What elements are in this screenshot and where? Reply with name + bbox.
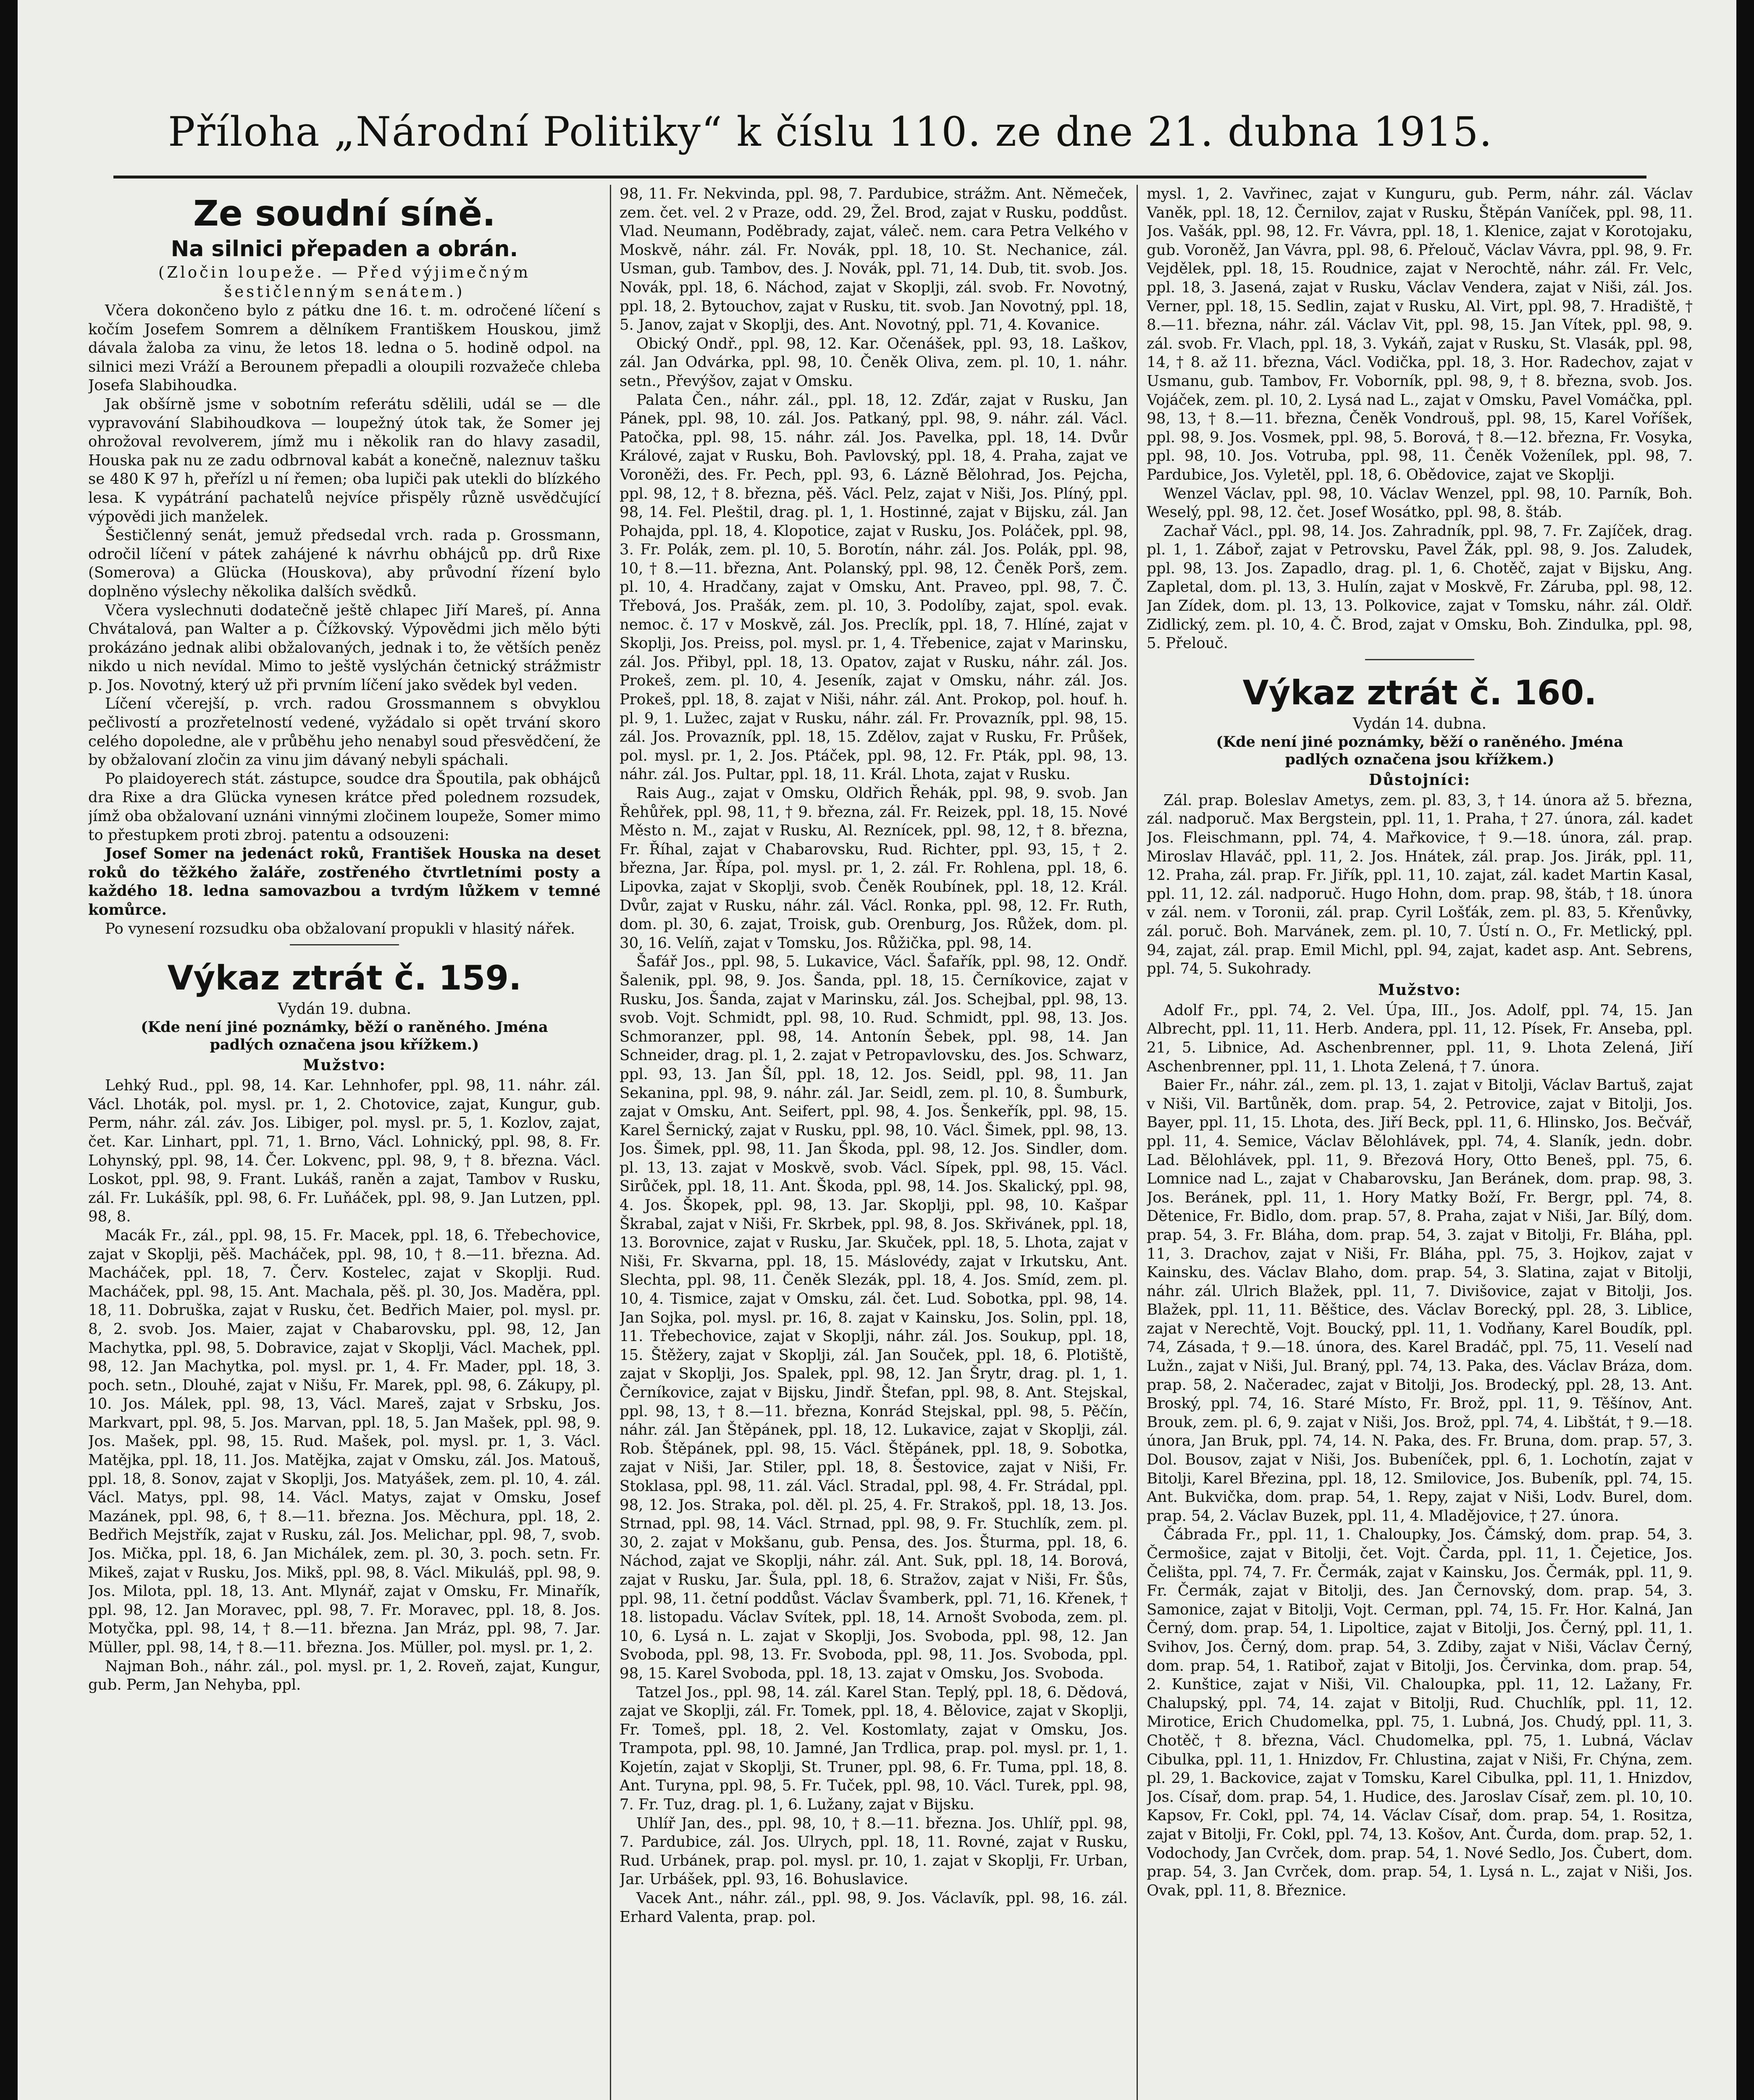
casualty-list-issued: Vydán 14. dubna. xyxy=(1352,715,1487,732)
casualty-entries: Obický Ondř., ppl. 98, 12. Kar. Očenášek, ppl. 93, 18. Laškov, zál. Jan Odvárka, ppl. 98, 10. Čeněk Oliva, zem. pl. 10, 1. náhr. setn., Převýšov, zajat v Omsku. xyxy=(620,335,1128,390)
article-paragraph: Včera dokončeno bylo z pátku dne 16. t. m. odročené líčení s kočím Josefem Somrem a dělníkem Františkem Houskou, jimž dávala žaloba za vinu, že letos 18. ledna o 5. hodině odpol. na silnici mezi Vráží a Berounem přepadli a oloupili rozvažeče chleba Josefa Slabihoudka. xyxy=(88,302,601,394)
casualty-entries: Palata Čen., náhr. zál., ppl. 18, 12. Zďár, zajat v Rusku, Jan Pánek, ppl. 98, 10. zál. Jos. Patkaný, ppl. 98, 9. náhr. zál. Václ. Patočka, ppl. 98, 15. náhr. zál. Jos. Pavelka, ppl. 18, 14. Dvůr Králové, zajat v Rusku, Boh. Pavlovský, ppl. 18, 4. Praha, zajat ve Voroněži, des. Fr. Pech, ppl. 93, 6. Lázně Bělohrad, Jos. Pejcha, ppl. 98, 12, † 8. března, pěš. Václ. Pelz, zajat v Niši, Jos. Plíný, ppl. 98, 14. Fel. Pleštil, drag. pl. 1, 1. Hostinné, zajat v Bijsku, zál. Jan Pohajda, ppl. 18, 4. Klopotice, zajat v Rusku, Jos. Poláček, ppl. 98, 3. Fr. Polák, zem. pl. 10, 5. Borotín, náhr. zál. Jos. Polák, ppl. 98, 10, † 8.—11. března, Ant. Polanský, ppl. 98, 12. Čeněk Porš, zem. pl. 10, 4. Hradčany, zajat v Omsku, Ant. Praveo, ppl. 98, 7. Č. Třebová, Jos. Prašák, zem. pl. 10, 3. Podolíby, zajat, spol. evak. nemoc. č. 17 v Moskvě, zál. Jos. Preclík, ppl. 18, 7. Hlíné, zajat v Skoplji, Jos. Preiss, pol. mysl. pr. 1, 4. Třebenice, zajat v Marinsku, zál. Jos. Přibyl, ppl. 18, 13. Opatov, zajat v Rusku, náhr. zál. Jos. Prokeš, zem. pl. 10, 4. Jeseník, zajat v Omsku, náhr. zál. Jos. Prokeš, ppl. 18, 8. zajat v Niši, náhr. zál. Ant. Prokop, pol. houf. h. pl. 9, 1. Lužec, zajat v Rusku, náhr. zál. Fr. Provazník, ppl. 98, 15. zál. Jos. Provazník, ppl. 18, 15. Zdělov, zajat v Rusku, Fr. Průšek, pol. mysl. pr. 1, 2. Jos. Ptáček, ppl. 98, 12. Fr. Pták, ppl. 98, 13. náhr. zál. Jos. Pultar, ppl. 18, 11. Král. Lhota, zajat v Rusku. xyxy=(620,391,1128,783)
article-separator xyxy=(290,944,399,945)
scan-border-left xyxy=(0,0,18,2100)
article-title: Na silnici přepaden a obrán. xyxy=(171,236,518,262)
verdict-paragraph: Josef Somer na jedenáct roků, František Houska na deset roků do těžkého žaláře, zostřeného čtvrtletními posty a každého 18. ledna samovazbou a tvrdým lůžkem v temné komůrce. xyxy=(88,845,601,919)
section-title: Ze soudní síně. xyxy=(193,193,496,234)
casualty-list-note-line-1: (Kde není jiné poznámky, běží o raněného. Jména xyxy=(141,1018,548,1036)
article-paragraph: Líčení včerejší, p. vrch. radou Grossmannem s obvyklou pečlivostí a prozřetelností vedené, vyžádalo si opět trvání skoro celého dopoledne, ale v průběhu jeho nenabyl soud přesvědčení, že by obžalovaní zločin za vinu jim dávaný nebyli spáchali. xyxy=(88,695,601,769)
column-3 xyxy=(1147,185,1693,2100)
casualty-entries: Tatzel Jos., ppl. 98, 14. zál. Karel Stan. Teplý, ppl. 18, 6. Dědová, zajat ve Skoplji, zál. Fr. Tomek, ppl. 18, 4. Bělovice, zajat v Skoplji, Fr. Tomeš, ppl. 18, 2. Vel. Kostomlaty, zajat v Omsku, Jos. Trampota, ppl. 98, 10. Jamné, Jan Trdlica, prap. pol. mysl. pr. 1, 1. Kojetín, zajat v Skoplji, St. Truner, ppl. 98, 6. Fr. Tuma, ppl. 18, 8. Ant. Turyna, ppl. 98, 5. Fr. Tuček, ppl. 98, 10. Václ. Turek, ppl. 98, 7. Fr. Tuz, drag. pl. 1, 6. Lužany, zajat v Bijsku. xyxy=(620,1683,1128,1814)
casualty-entries: Adolf Fr., ppl. 74, 2. Vel. Úpa, III., Jos. Adolf, ppl. 74, 15. Jan Albrecht, ppl. 11, 11. Herb. Andera, ppl. 11, 12. Písek, Fr. Anseba, ppl. 21, 5. Libnice, Ad. Aschenbrenner, ppl. 11, 9. Lhota Zelená, Jiří Aschenbrenner, ppl. 11, 1. Lhota Zelená, † 7. února. xyxy=(1147,1001,1693,1075)
casualty-entries: Wenzel Václav, ppl. 98, 10. Václav Wenzel, ppl. 98, 10. Parník, Boh. Weselý, ppl. 98, 12. čet. Josef Wosátko, ppl. 98, 8. štáb. xyxy=(1147,485,1693,521)
casualty-entries: Lehký Rud., ppl. 98, 14. Kar. Lehnhofer, ppl. 98, 11. náhr. zál. Václ. Lhoták, pol. mysl. pr. 1, 2. Chotovice, zajat, Kungur, gub. Perm, náhr. zál. záv. Jos. Libiger, pol. mysl. pr. 5, 1. Kozlov, zajat, čet. Kar. Linhart, ppl. 71, 1. Brno, Václ. Lohnický, ppl. 98, 8. Fr. Lohynský, ppl. 98, 14. Čer. Lokvenc, ppl. 98, 9, † 8. března. Václ. Loskot, ppl. 98, 9. Frant. Lukáš, raněn a zajat, Tambov v Rusku, zál. Fr. Lukášík, ppl. 98, 6. Fr. Luňáček, ppl. 98, 9. Jan Lutzen, ppl. 98, 8. xyxy=(88,1077,601,1226)
casualty-entries: Uhlíř Jan, des., ppl. 98, 10, † 8.—11. března. Jos. Uhlíř, ppl. 98, 7. Pardubice, zál. Jos. Ulrych, ppl. 18, 11. Rovné, zajat v Rusku, Rud. Urbánek, prap. pol. mysl. pr. 10, 1. zajat v Skoplji, Fr. Urban, Jar. Urbášek, ppl. 93, 16. Bohuslavice. xyxy=(620,1814,1128,1888)
scan-border-right xyxy=(1736,0,1754,2100)
article-paragraph: Jak obšírně jsme v sobotním referátu sdělili, udál se — dle vypravování Slabihoudkova — loupežný útok tak, že Somer jej ohrožoval revolverem, jímž mu i několik ran do hlavy zasadil, Houska pak nu ze zadu odbrnoval kabát a konečně, naleznuv tašku se 480 K 97 h, přeřízl u ní řemen; oba lupiči pak utekli do blízkého lesa. K vypátrání pachatelů nejvíce přispěly různě usvědčující výpovědi jich manželek. xyxy=(88,395,601,525)
masthead-rule xyxy=(113,176,1646,178)
casualty-list-issued: Vydán 19. dubna. xyxy=(277,1000,412,1018)
casualty-entries: Zachař Václ., ppl. 98, 14. Jos. Zahradník, ppl. 98, 7. Fr. Zajíček, drag. pl. 1, 1. Záboř, zajat v Petrovsku, Pavel Žák, ppl. 98, 9. Jos. Zaludek, ppl. 98, 13. Jos. Zapadlo, drag. pl. 1, 6. Chotěč, zajat v Bijsku, Ang. Zapletal, dom. pl. 13, 3. Hulín, zajat v Moskvě, Fr. Zárubа, ppl. 98, 12. Jan Zídek, dom. pl. 13, 13. Polkovice, zajat v Tomsku, náhr. zál. Oldř. Zidlický, zem. pl. 10, 4. Č. Brod, zajat v Omsku, Boh. Zindulka, ppl. 98, 5. Přelouč. xyxy=(1147,522,1693,652)
article-paragraph: Včera vyslechnuti dodatečně ještě chlapec Jiří Mareš, pí. Anna Chvátalová, pan Walter a p. Čížkovský. Výpovědmi jich mělo býti prokázáno jednak alibi obžalovaných, jednak i to, že větších peněz nikdo u nich nevídal. Mimo to ještě vyslýchán četnický strážmistr p. Jos. Novotný, který už při prvním líčení jako svědek byl veden. xyxy=(88,601,601,694)
column-1 xyxy=(88,185,601,2100)
category-heading: Mužstvo: xyxy=(303,1056,386,1074)
casualty-entries: Macák Fr., zál., ppl. 98, 15. Fr. Macek, ppl. 18, 6. Třebechovice, zajat v Skoplji, pěš. Macháček, ppl. 98, 10, † 8.—11. března. Ad. Macháček, ppl. 18, 7. Červ. Kostelec, zajat v Skoplji. Rud. Macháček, ppl. 98, 15. Ant. Machala, pěš. pl. 30, Jos. Maděra, ppl. 18, 11. Dobruška, zajat v Rusku, čet. Bedřich Maier, pol. mysl. pr. 8, 2. svob. Jos. Maier, zajat v Chabarovsku, ppl. 98, 12, Jan Machytka, ppl. 98, 5. Dobravice, zajat v Skoplji, Václ. Machek, ppl. 98, 12. Jan Machytka, pol. mysl. pr. 1, 4. Fr. Mader, ppl. 18, 3. poch. setn., Dlouhé, zajat v Nišu, Fr. Marek, ppl. 98, 6. Zákupy, pl. 10. Jos. Málek, ppl. 98, 13, Václ. Mareš, zajat v Srbsku, Jos. Markvart, ppl. 98, 5. Jos. Marvan, ppl. 18, 5. Jan Mašek, ppl. 98, 9. Jos. Mašek, ppl. 98, 15. Rud. Mašek, pol. mysl. pr. 1, 3. Václ. Matějka, ppl. 18, 11. Jos. Matějka, zajat v Omsku, zál. Jos. Matouš, ppl. 18, 8. Sonov, zajat v Skoplji, Jos. Matyášek, zem. pl. 10, 4. zál. Václ. Matys, ppl. 98, 14. Václ. Matys, zajat v Omsku, Josef Mazánek, ppl. 98, 6, † 8.—11. března. Jos. Měchura, ppl. 18, 2. Bedřich Mejstřík, zajat v Rusku, zál. Jos. Melichar, ppl. 98, 7, svob. Jos. Mička, ppl. 18, 6. Jan Michálek, zem. pl. 30, 3. poch. setn. Fr. Mikeš, zajat v Rusku, Jos. Mikš, ppl. 98, 8. Václ. Mikuláš, ppl. 98, 9. Jos. Milota, ppl. 18, 13. Ant. Mlynář, zajat v Omsku, Fr. Minařík, ppl. 98, 12. Jan Moravec, ppl. 98, 7. Fr. Moravec, ppl. 18, 8. Jos. Motyčka, ppl. 98, 14, † 8.—11. března. Jan Mráz, ppl. 98, 7. Jar. Müller, ppl. 98, 14, † 8.—11. března. Jos. Müller, pol. mysl. pr. 1, 2. xyxy=(88,1226,601,1656)
casualty-list-title: Výkaz ztrát č. 159. xyxy=(167,958,522,998)
article-paragraph: Po plaidoyerech stát. zástupce, soudce dra Špoutila, pak obhájců dra Rixe a dra Glücka vynesen krátce před polednem rozsudek, jímž oba obžalovaní uznáni vinnými zločinem loupeže, Somer mimo to přestupkem proti zbroj. patentu a odsouzeni: xyxy=(88,770,601,844)
page-masthead: Příloha „Národní Politiky“ k číslu 110. ze dne 21. dubna 1915. xyxy=(168,108,1493,155)
article-paragraph: Po vynesení rozsudku oba obžalovaní propukli v hlasitý nářek. xyxy=(105,920,575,937)
article-caption-line-1: (Zločin loupeže. — Před výjimečným xyxy=(158,263,531,281)
casualty-entries: Vacek Ant., náhr. zál., ppl. 98, 9. Jos. Václavík, ppl. 98, 16. zál. Erhard Valenta, prap. pol. xyxy=(620,1890,1128,1926)
men-heading: Mužstvo: xyxy=(1378,981,1461,999)
casualty-entries: 98, 11. Fr. Nekvinda, ppl. 98, 7. Pardubice, strážm. Ant. Němeček, zem. čet. vel. 2 v Praze, odd. 29, Žel. Brod, zajat v Rusku, poddůst. Vlad. Neumann, Poděbrady, zajat, váleč. nem. cara Petra Velkého v Moskvě, náhr. zál. Fr. Novák, ppl. 18, 10. St. Nechanice, zál. Usman, gub. Tambov, des. J. Novák, ppl. 71, 14. Dub, tit. svob. Jos. Novák, ppl. 18, 6. Náchod, zajat v Skoplji, zál. svob. Fr. Novotný, ppl. 18, 2. Bytouchov, zajat v Rusku, tit. svob. Jan Novotný, ppl. 18, 5. Janov, zajat v Skoplji, des. Ant. Novotný, ppl. 71, 4. Kovanice. xyxy=(620,185,1128,334)
casualty-entries: Zál. prap. Boleslav Ametys, zem. pl. 83, 3, † 14. února až 5. března, zál. nadporuč. Max Bergstein, ppl. 11, 1. Praha, † 27. února, zál. kadet Jos. Fleischmann, ppl. 74, 4. Mařkovice, † 9.—18. února, zál. prap. Miroslav Hlaváč, ppl. 11, 2. Jos. Hnátek, zál. prap. Jos. Jirák, ppl. 11, 12. Praha, zál. prap. Fr. Jiřík, ppl. 11, 10. zajat, zál. kadet Martin Kasal, ppl. 11, 12. zál. nadporuč. Hugo Hohn, dom. prap. 98, štáb, † 18. února v zál. nem. v Toronii, zál. prap. Cyril Lošťák, zem. pl. 83, 5. Křenůvky, zál. poruč. Boh. Marvánek, zem. pl. 10, 7. Ústí n. O., Fr. Metlický, ppl. 94, zajat, zál. prap. Emil Michl, ppl. 94, zajat, kadet asp. Ant. Sebrens, ppl. 74, 5. Sukohrady. xyxy=(1147,791,1693,978)
newspaper-page xyxy=(29,0,1726,2100)
casualty-entries: Baier Fr., náhr. zál., zem. pl. 13, 1. zajat v Bitolji, Václav Bartuš, zajat v Niši, Vil. Bartůněk, dom. prap. 54, 2. Petrovice, zajat v Bitolji, Jos. Bayer, ppl. 11, 15. Lhota, des. Jiří Beck, ppl. 11, 6. Hlinsko, Jos. Bečvář, ppl. 11, 4. Semice, Václav Bělohlávek, ppl. 74, 4. Slaník, jedn. dobr. Lad. Bělohlávek, ppl. 11, 9. Březová Hory, Otto Beneš, ppl. 75, 6. Lomnice nad L., zajat v Chabarovsku, Jan Beránek, dom. prap. 98, 3. Jos. Beránek, ppl. 11, 1. Hory Matky Boží, Fr. Bergr, ppl. 74, 8. Dětenice, Fr. Bidlo, dom. prap. 57, 8. Praha, zajat v Niši, Jar. Bílý, dom. prap. 54, 3. Fr. Bláha, dom. prap. 54, 3. zajat v Bitolji, Fr. Bláha, ppl. 11, 3. Drachov, zajat v Niši, Fr. Bláha, ppl. 75, 3. Hojkov, zajat v Kainsku, des. Václav Blaho, dom. prap. 54, 3. Slatina, zajat v Bitolji, náhr. zál. Ulrich Blažek, ppl. 11, 7. Divišovice, zajat v Bitolji, Jos. Blažek, ppl. 11, 11. Běštice, des. Václav Borecký, ppl. 28, 3. Liblice, zajat v Nerechtě, Vojt. Boucký, ppl. 11, 1. Vodňany, Karel Boudík, ppl. 74, Zásada, † 9.—18. února, des. Karel Bradáč, ppl. 75, 11. Veselí nad Lužn., zajat v Niši, Jul. Braný, ppl. 74, 13. Paka, des. Václav Bráza, dom. prap. 58, 2. Načeradec, zajat v Bitolji, Jos. Brodecký, ppl. 28, 13. Ant. Broský, ppl. 74, 16. Staré Místo, Fr. Brož, ppl. 11, 9. Těšínov, Ant. Brouk, zem. pl. 6, 9. zajat v Niši, Jos. Brož, ppl. 74, 4. Libštát, † 9.—18. února, Jan Bruk, ppl. 74, 14. N. Paka, des. Fr. Bruna, dom. prap. 57, 3. Dol. Bousov, zajat v Niši, Jos. Bubeníček, ppl. 6, 1. Lochotín, zajat v Bitolji, Karel Březina, ppl. 18, 12. Smilovice, Jos. Bubeník, ppl. 74, 15. Ant. Bukvička, dom. prap. 54, 1. Repy, zajat v Niši, Lodv. Burel, dom. prap. 54, 2. Václav Buzek, ppl. 11, 4. Mladějovice, † 27. února. xyxy=(1147,1076,1693,1525)
casualty-list-title: Výkaz ztrát č. 160. xyxy=(1242,673,1597,712)
casualty-entries: mysl. 1, 2. Vavřinec, zajat v Kunguru, gub. Perm, náhr. zál. Václav Vaněk, ppl. 18, 12. Černilov, zajat v Rusku, Štěpán Vaníček, ppl. 98, 11. Jos. Vašák, ppl. 98, 12. Fr. Vávra, ppl. 18, 1. Klenice, zajat v Korotojaku, gub. Voroněž, Jan Vávra, ppl. 98, 6. Přelouč, Václav Vávra, ppl. 98, 9. Fr. Vejdělek, ppl. 18, 15. Roudnice, zajat v Nerochtě, náhr. zál. Fr. Velc, ppl. 18, 3. Jasená, zajat v Rusku, Václav Vendera, zajat v Niši, zál. Jos. Verner, ppl. 18, 15. Sedlin, zajat v Rusku, Al. Virt, ppl. 98, 7. Hradiště, † 8.—11. března, náhr. zál. Václav Vit, ppl. 98, 15. Jan Vítek, ppl. 98, 9. zál. svob. Fr. Vlach, ppl. 18, 3. Vykáň, zajat v Rusku, St. Vlasák, ppl. 98, 14, † 8. až 11. března, Václ. Vodička, ppl. 18, 3. Hor. Radechov, zajat v Usmanu, gub. Tambov, Fr. Voborník, ppl. 98, 9, † 8. března, svob. Jos. Vojáček, zem. pl. 10, 2. Lysá nad L., zajat v Omsku, Pavel Vomáčka, ppl. 98, 13, † 8.—11. března, Čeněk Vondrouš, ppl. 98, 15, Karel Voříšek, ppl. 98, 9. Jos. Vosmek, ppl. 98, 5. Borová, † 8.—12. března, Fr. Vosyka, ppl. 98, 10. Jos. Votruba, ppl. 98, 11. Čeněk Voženílek, ppl. 98, 7. Pardubice, Jos. Vyletěl, ppl. 18, 6. Obědovice, zajat ve Skoplji. xyxy=(1147,185,1693,483)
officers-heading: Důstojníci: xyxy=(1368,771,1471,789)
article-paragraph: Šestičlenný senát, jemuž předsedal vrch. rada p. Grossmann, odročil líčení v pátek zahájené k návrhu obhájců pp. drů Rixe (Somerova) a Glücka (Houskova), aby průvodní řízení bylo doplněno výslechy několika dalších svědků. xyxy=(88,527,601,600)
casualty-list-note-line-2: padlých označena jsou křížkem.) xyxy=(210,1036,479,1054)
casualty-list-note-line-2: padlých označena jsou křížkem.) xyxy=(1285,751,1554,768)
column-rule-2 xyxy=(1137,185,1138,2100)
column-rule-1 xyxy=(610,185,611,2100)
casualty-entries: Čábrada Fr., ppl. 11, 1. Chaloupky, Jos. Čámský, dom. prap. 54, 3. Čermošice, zajat v Bitolji, čet. Vojt. Čarda, ppl. 11, 1. Čejetice, Jos. Čelišta, ppl. 74, 7. Fr. Čermák, zajat v Kainsku, Jos. Čermák, ppl. 11, 9. Fr. Čermák, zajat v Bitolji, des. Jan Černovský, dom. prap. 54, 3. Samonice, zajat v Bitolji, Vojt. Cerman, ppl. 74, 15. Fr. Hor. Kalná, Jan Černý, dom. prap. 54, 1. Lipoltice, zajat v Bitolji, Jos. Černý, ppl. 11, 1. Svihov, Jos. Černý, dom. prap. 54, 3. Zdiby, zajat v Niši, Václav Černý, dom. prap. 54, 1. Ratiboř, zajat v Bitolji, Jos. Červinka, dom. prap. 54, 2. Kunštice, zajat v Niši, Vil. Chaloupka, ppl. 11, 12. Lažany, Fr. Chalupský, ppl. 74, 14. zajat v Bitolji, Rud. Chuchlík, ppl. 11, 12. Mirotice, Erich Chudomelka, ppl. 75, 1. Lubná, Jos. Chudý, ppl. 11, 3. Chotěč, † 8. března, Václ. Chudomelka, ppl. 75, 1. Lubná, Václav Cibulka, ppl. 11, 1. Hnizdov, Fr. Chlustina, zajat v Niši, Fr. Chýna, zem. pl. 29, 1. Backovice, zajat v Tomsku, Karel Cibulka, ppl. 11, 1. Hnizdov, Jos. Císař, dom. prap. 54, 1. Hudice, des. Jaroslav Císař, zem. pl. 10, 10. Kapsov, Fr. Cokl, ppl. 74, 14. Václav Císař, dom. prap. 54, 1. Rositza, zajat v Bitolji, Fr. Cokl, ppl. 74, 13. Košov, Ant. Čurda, dom. prap. 52, 1. Vodochody, Jan Cvrček, dom. prap. 54, 1. Nové Sedlo, Jos. Čubert, dom. prap. 54, 3. Jan Cvrček, dom. prap. 54, 1. Lysá n. L., zajat v Niši, Jos. Ovak, ppl. 11, 8. Březnice. xyxy=(1147,1526,1693,1899)
casualty-entries: Najman Boh., náhr. zál., pol. mysl. pr. 1, 2. Roveň, zajat, Kungur, gub. Perm, Jan Nehyba, ppl. xyxy=(88,1657,601,1694)
list-separator xyxy=(1365,659,1474,660)
casualty-entries: Rais Aug., zajat v Omsku, Oldřich Řehák, ppl. 98, 9. svob. Jan Řehůřek, ppl. 98, 11, † 9. března, zál. Fr. Reizek, ppl. 18, 15. Nové Město n. M., zajat v Rusku, Al. Reznícek, ppl. 98, 12, † 8. března, Fr. Říhal, zajat v Chabarovsku, Rud. Richter, ppl. 93, 15, † 2. března, Jar. Řípa, pol. mysl. pr. 1, 2. zál. Fr. Rohlena, ppl. 18, 6. Lipovka, zajat v Skoplji, svob. Čeněk Roubínek, ppl. 18, 12. Král. Dvůr, zajat v Rusku, náhr. zál. Václ. Ronka, ppl. 98, 12. Fr. Ruth, dom. pl. 30, 6. zajat, Troisk, gub. Orenburg, Jos. Růžek, dom. pl. 30, 16. Velíň, zajat v Tomsku, Jos. Růžička, ppl. 98, 14. xyxy=(620,785,1128,952)
column-2 xyxy=(620,185,1128,2100)
article-caption-line-2: šestičlenným senátem.) xyxy=(224,283,465,301)
casualty-list-note-line-1: (Kde není jiné poznámky, běží o raněného. Jména xyxy=(1216,733,1623,751)
casualty-entries: Šafář Jos., ppl. 98, 5. Lukavice, Václ. Šafařík, ppl. 98, 12. Ondř. Šalenik, ppl. 98, 9. Jos. Šanda, ppl. 18, 15. Černíkovice, zajat v Rusku, Jos. Šanda, zajat v Marinsku, zál. Jos. Schejbal, ppl. 98, 13. svob. Vojt. Schmidt, ppl. 98, 10. Rud. Schmidt, ppl. 98, 13. Jos. Schmoranzer, ppl. 98, 14. Antonín Šebek, ppl. 98, 14. Jan Schneider, drag. pl. 1, 2. zajat v Petropavlovsku, des. Jos. Schwarz, ppl. 93, 13. Jan Šíl, ppl. 18, 12. Jos. Seidl, ppl. 98, 11. Jan Sekanina, ppl. 98, 9. náhr. zál. Jar. Seidl, zem. pl. 10, 8. Šumburk, zajat v Omsku, Ant. Seifert, ppl. 98, 4. Jos. Šenkeřík, ppl. 98, 15. Karel Šernický, zajat v Rusku, ppl. 98, 10. Václ. Šimek, ppl. 98, 13. Jos. Šimek, ppl. 98, 11. Jan Škoda, ppl. 98, 12. Jos. Sindler, dom. pl. 13, 13. zajat v Moskvě, svob. Václ. Sípek, ppl. 98, 15. Václ. Sirůček, ppl. 18, 11. Ant. Škoda, ppl. 98, 14. Jos. Skalický, ppl. 98, 4. Jos. Škopek, ppl. 98, 13. Jar. Skoplji, ppl. 98, 10. Kašpar Škrabal, zajat v Niši, Fr. Skrbek, ppl. 98, 8. Jos. Skřivánek, ppl. 18, 13. Borovnice, zajat v Rusku, Jar. Skuček, ppl. 18, 5. Lhota, zajat v Niši, Fr. Skvarna, ppl. 18, 15. Máslovédy, zajat v Irkutsku, Ant. Slechta, ppl. 98, 11. Čeněk Slezák, ppl. 18, 4. Jos. Smíd, zem. pl. 10, 4. Tismice, zajat v Omsku, zál. čet. Lud. Sobotka, ppl. 98, 14. Jan Sojka, pol. mysl. pr. 16, 8. zajat v Kainsku, Jos. Solin, ppl. 18, 11. Třebechovice, zajat v Skoplji, náhr. zál. Jos. Soukup, ppl. 18, 15. Štěžery, zajat v Skoplji, zál. Jan Souček, ppl. 18, 6. Plotiště, zajat v Skoplji, Jos. Spalek, ppl. 98, 12. Jan Šrytr, drag. pl. 1, 1. Černíkovice, zajat v Bijsku, Jindř. Štefan, ppl. 98, 8. Ant. Stejskal, ppl. 98, 13, † 8.—11. března, Konrád Stejskal, ppl. 98, 5. Pěčín, náhr. zál. Jan Štěpánek, ppl. 18, 12. Lukavice, zajat v Skoplji, zál. Rob. Štěpánek, ppl. 98, 15. Václ. Štěpánek, ppl. 18, 9. Sobotka, zajat v Niši, Jar. Stiler, ppl. 18, 8. Šestovice, zajat v Niši, Fr. Stoklasa, ppl. 98, 11. zál. Václ. Stradal, ppl. 98, 4. Fr. Strádal, ppl. 98, 12. Jos. Straka, pol. děl. pl. 25, 4. Fr. Strakoš, ppl. 18, 13. Jos. Strnad, ppl. 98, 14. Václ. Strnad, ppl. 98, 9. Fr. Stuchlík, zem. pl. 30, 2. zajat v Mokšanu, gub. Pensa, des. Jos. Šturma, ppl. 18, 6. Náchod, zajat ve Skoplji, náhr. zál. Ant. Suk, ppl. 18, 14. Borová, zajat v Rusku, Jar. Šula, ppl. 18, 6. Stražov, zajat v Niši, Fr. Šůs, ppl. 98, 11. četní poddůst. Václav Švamberk, ppl. 71, 16. Křenek, † 18. listopadu. Václav Svítek, ppl. 18, 14. Arnošt Svoboda, zem. pl. 10, 6. Lysá n. L. zajat v Skoplji, Jos. Svoboda, ppl. 98, 12. Jan Svoboda, ppl. 98, 13. Fr. Svoboda, ppl. 98, 11. Jos. Svoboda, ppl. 98, 15. Karel Svoboda, ppl. 18, 13. zajat v Omsku, Jos. Svoboda. xyxy=(620,953,1128,1682)
